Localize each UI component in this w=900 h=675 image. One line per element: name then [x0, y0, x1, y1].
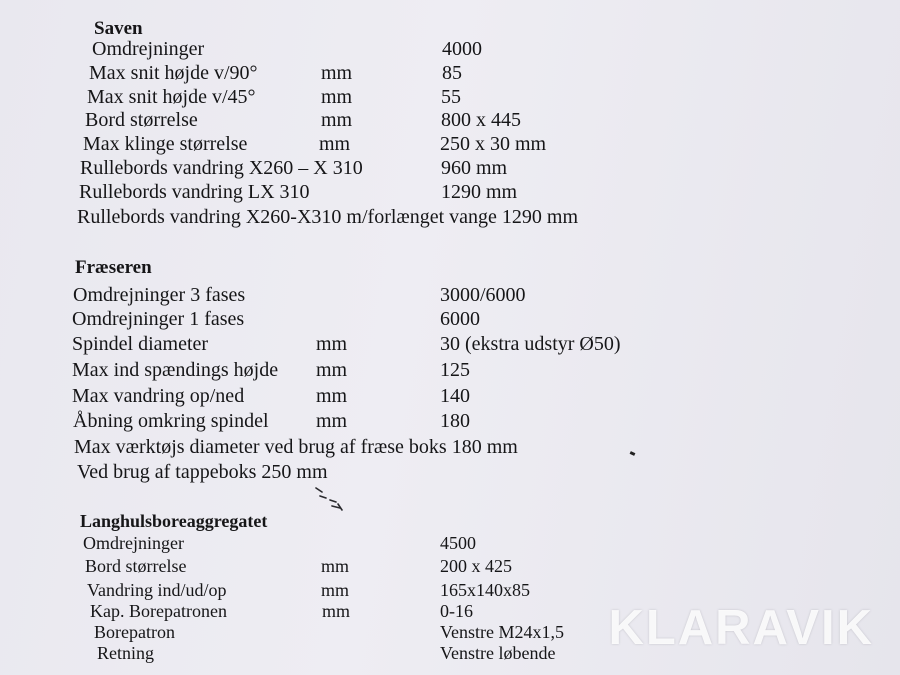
row-value: 30 (ekstra udstyr Ø50) [440, 333, 621, 355]
row-label: Omdrejninger [92, 38, 205, 60]
row-label: Borepatron [94, 622, 175, 642]
row-unit: mm [316, 410, 348, 432]
row-value: Venstre løbende [440, 643, 556, 663]
row-unit: mm [322, 601, 351, 621]
row-unit: mm [316, 333, 348, 355]
row-value: 140 [440, 385, 470, 407]
row-label: Max snit højde v/45° [87, 86, 256, 108]
saven-heading: Saven [94, 18, 143, 39]
row-value: 4000 [442, 38, 482, 60]
fraeseren-note: Max værktøjs diameter ved brug af fræse boks 180 mm [74, 436, 518, 458]
row-value: 1290 mm [441, 181, 518, 203]
pen-mark-icon [312, 484, 348, 514]
row-label: Bord størrelse [85, 556, 187, 576]
row-value: 55 [441, 86, 461, 108]
saven-note: Rullebords vandring X260-X310 m/forlænget vange 1290 mm [77, 206, 579, 228]
row-label: Max snit højde v/90° [89, 62, 258, 84]
row-label: Kap. Borepatronen [90, 601, 227, 621]
row-unit: mm [321, 556, 350, 576]
row-value: 960 mm [441, 157, 508, 179]
row-value: Venstre M24x1,5 [440, 622, 564, 642]
row-unit: mm [316, 385, 348, 407]
row-unit: mm [316, 359, 348, 381]
row-label: Rullebords vandring X260 – X 310 [80, 157, 363, 179]
row-unit: mm [321, 580, 350, 600]
row-unit: mm [321, 86, 353, 108]
row-value: 0-16 [440, 601, 473, 621]
row-label: Vandring ind/ud/op [87, 580, 227, 600]
row-label: Åbning omkring spindel [73, 410, 269, 432]
row-value: 180 [440, 410, 470, 432]
row-label: Max vandring op/ned [72, 385, 245, 407]
pen-dot [630, 451, 636, 456]
row-label: Bord størrelse [85, 109, 198, 131]
row-unit: mm [319, 133, 351, 155]
row-label: Rullebords vandring LX 310 [79, 181, 310, 203]
langhul-heading: Langhulsboreaggregatet [80, 511, 268, 531]
row-value: 6000 [440, 308, 480, 330]
row-value: 85 [442, 62, 462, 84]
row-value: 4500 [440, 533, 476, 553]
row-label: Max ind spændings højde [72, 359, 279, 381]
row-value: 200 x 425 [440, 556, 512, 576]
fraeseren-note: Ved brug af tappeboks 250 mm [77, 461, 328, 483]
row-value: 250 x 30 mm [440, 133, 547, 155]
row-value: 125 [440, 359, 470, 381]
row-label: Spindel diameter [72, 333, 209, 355]
row-value: 165x140x85 [440, 580, 530, 600]
row-label: Retning [97, 643, 154, 663]
row-unit: mm [321, 109, 353, 131]
row-label: Omdrejninger [83, 533, 184, 553]
row-value: 3000/6000 [440, 284, 526, 306]
row-unit: mm [321, 62, 353, 84]
klaravik-watermark: KLARAVIK [608, 601, 874, 655]
row-label: Omdrejninger 3 fases [73, 284, 246, 306]
row-label: Omdrejninger 1 fases [72, 308, 245, 330]
row-value: 800 x 445 [441, 109, 521, 131]
fraeseren-heading: Fræseren [75, 257, 152, 278]
row-label: Max klinge størrelse [83, 133, 248, 155]
